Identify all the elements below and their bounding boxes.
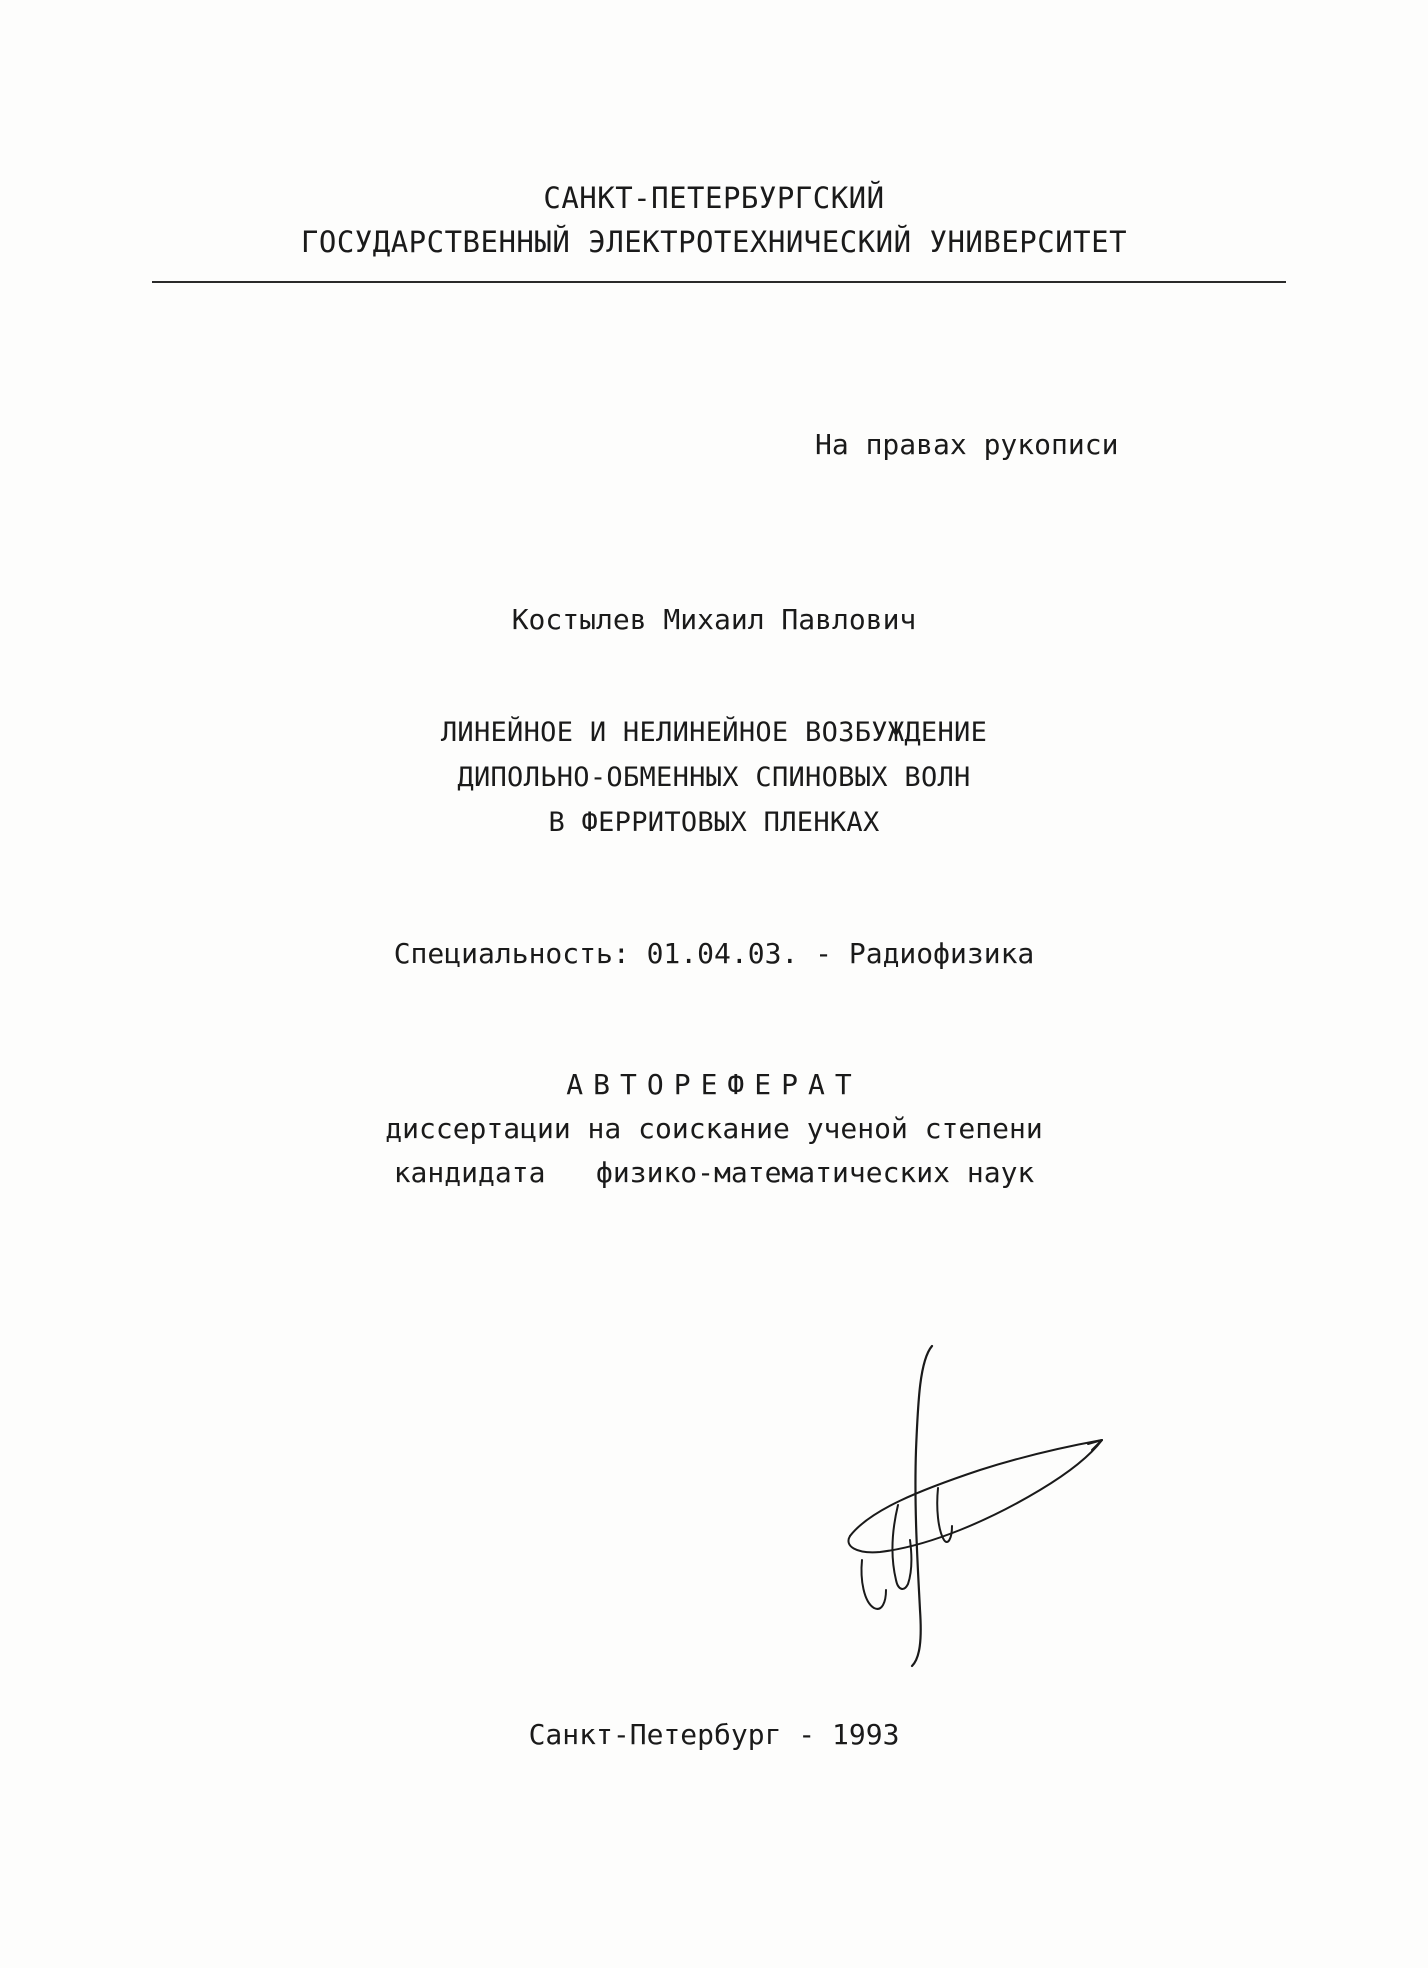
abstract-heading: АВТОРЕФЕРАТ xyxy=(566,1068,862,1101)
abstract-line1: диссертации на соискание ученой степени xyxy=(385,1112,1043,1145)
place-and-year: Санкт-Петербург - 1993 xyxy=(528,1718,900,1751)
title-line1: ЛИНЕЙНОЕ И НЕЛИНЕЙНОЕ ВОЗБУЖДЕНИЕ xyxy=(440,717,988,748)
header-divider xyxy=(152,281,1286,283)
title-line3: В ФЕРРИТОВЫХ ПЛЕНКАХ xyxy=(548,807,880,838)
university-name-line2: ГОСУДАРСТВЕННЫЙ ЭЛЕКТРОТЕХНИЧЕСКИЙ УНИВЕРСИТЕТ xyxy=(300,225,1128,259)
manuscript-rights-note: На правах рукописи xyxy=(815,428,1119,461)
abstract-line2: кандидата физико-математических наук xyxy=(393,1156,1035,1189)
university-name-line1: САНКТ-ПЕТЕРБУРГСКИЙ xyxy=(543,181,885,215)
author-name: Костылев Михаил Павлович xyxy=(511,603,917,636)
handwritten-signature xyxy=(840,1340,1120,1680)
specialty: Специальность: 01.04.03. - Радиофизика xyxy=(393,937,1035,970)
title-line2: ДИПОЛЬНО-ОБМЕННЫХ СПИНОВЫХ ВОЛН xyxy=(457,762,971,793)
